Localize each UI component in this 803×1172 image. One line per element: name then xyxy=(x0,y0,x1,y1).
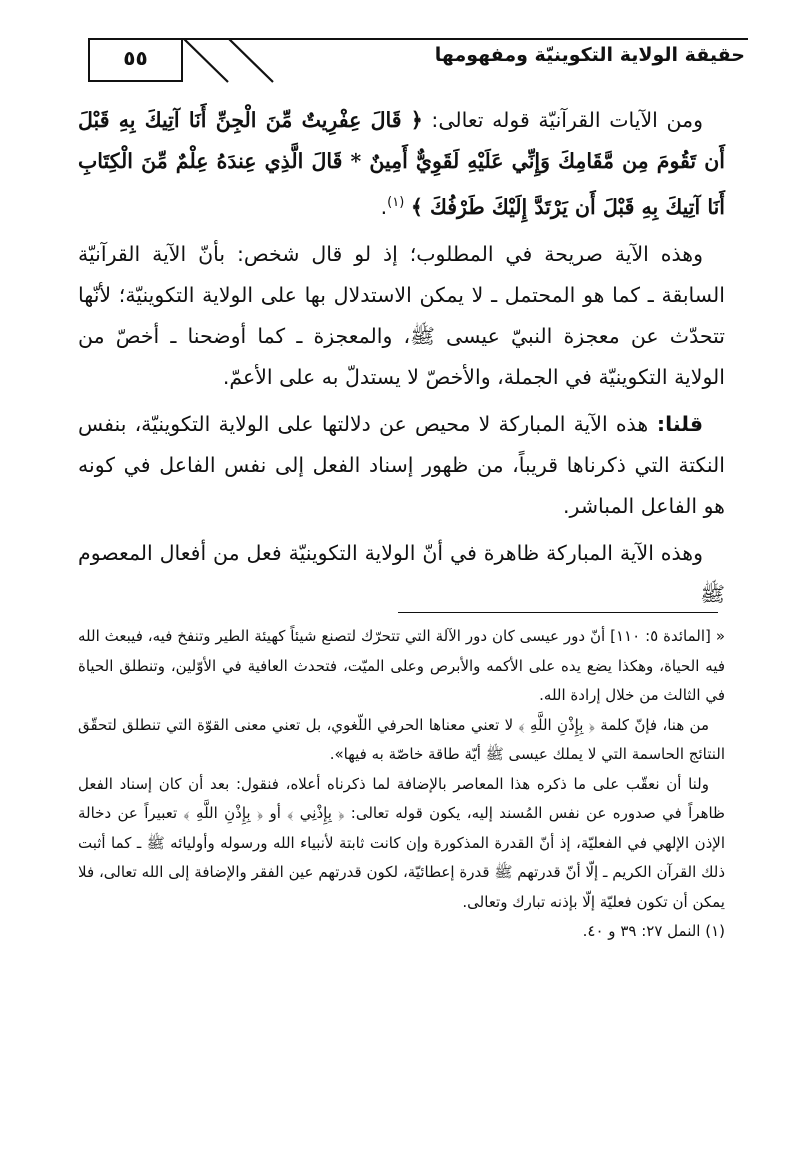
paragraph-4: وهذه الآية المباركة ظاهرة في أنّ الولاية التكوينيّة فعل من أفعال المعصوم ﷺ xyxy=(78,540,725,606)
footnote-divider xyxy=(398,612,718,613)
footnote-1: (١) النمل ٢٧: ٣٩ و ٤٠. xyxy=(582,922,725,940)
paragraph-3-lead: قلنا: xyxy=(648,411,703,436)
page-number-box xyxy=(88,38,183,82)
footnote-quote-1: « [المائدة ٥: ١١٠] أنّ دور عيسى كان دور الآلة التي تتحرّك لتصنع شيئاً كهيئة الطير وتنفخ فيه، فيبعث الله فيه الحياة، وهكذا يضع يده على الأكمه والأبرص وعلى الميّت، فتحدث العافية في الأوّلين، وتنطلق الحياة في الثالث من خلال إرادة الله. xyxy=(78,627,725,704)
paragraph-2: وهذه الآية صريحة في المطلوب؛ إذ لو قال شخص: بأنّ الآية القرآنيّة السابقة ـ كما هو المحتمل ـ لا يمكن الاستدلال بها على الولاية التكوينيّة؛ لأنّها تتحدّث عن معجزة النبيّ عيسى ﷺ، والمعجزة ـ كما أوضحنا ـ أخصّ من الولاية التكوينيّة في الجملة، والأخصّ لا يستدلّ به على الأعمّ. xyxy=(78,241,725,389)
running-header-title: حقيقة الولاية التكوينيّة ومفهومها xyxy=(434,44,745,66)
paragraph-1: ومن الآيات القرآنيّة قوله تعالى: ﴿ قَالَ عِفْرِيتٌ مِّنَ الْجِنِّ أَنَا آتِيكَ بِهِ قَبْلَ أَن تَقُومَ مِن مَّقَامِكَ وَإِنِّي عَلَيْهِ لَقَوِيٌّ أَمِينٌ * قَالَ الَّذِي عِندَهُ عِلْمٌ مِّنَ الْكِتَابِ أَنَا آتِيكَ بِهِ قَبْلَ أَن يَرْتَدَّ إِلَيْكَ طَرْفُكَ ﴾ $^{(١)}$. xyxy=(78,108,725,219)
main-text xyxy=(78,100,725,621)
paragraph-3-text: هذه الآية المباركة لا محيص عن دلالتها على الولاية التكوينيّة، بنفس النكتة التي ذكرناها قريباً، من ظهور إسناد الفعل إلى نفس الفاعل في كونه هو الفاعل المباشر. xyxy=(78,411,725,518)
page-number: ٥٥ xyxy=(123,46,148,70)
footnote-ref-1: (١) xyxy=(387,195,405,210)
paragraph-3 xyxy=(78,404,725,527)
paragraph-1-intro: ومن الآيات القرآنيّة قوله تعالى: xyxy=(422,108,703,132)
quran-verse: ﴿ قَالَ عِفْرِيتٌ مِّنَ الْجِنِّ أَنَا آتِيكَ بِهِ قَبْلَ أَن تَقُومَ مِن مَّقَامِكَ وَإِنِّي عَلَيْهِ لَقَوِيٌّ أَمِينٌ * قَالَ الَّذِي عِندَهُ عِلْمٌ مِّنَ الْكِتَابِ أَنَا آتِيكَ بِهِ قَبْلَ أَن يَرْتَدَّ إِلَيْكَ طَرْفُكَ ﴾ xyxy=(78,108,725,219)
footnotes xyxy=(78,622,725,947)
footnote-commentary: ولنا أن نعقّب على ما ذكره هذا المعاصر بالإضافة لما ذكرناه أعلاه، فنقول: بعد أن كان إسناد الفعل ظاهراً في صدوره عن نفس المُسند إليه، يكون قوله تعالى: ﴿ بِإِذْنِي ﴾ أو ﴿ بِإِذْنِ اللَّهِ ﴾ تعبيراً عن دخالة الإذن الإلهي في الفعليّة، إذ أنّ القدرة المذكورة وإن كانت ثابتة لأنبياء الله ورسوله وأوليائه ﷺ ـ كما أثبت ذلك القرآن الكريم ـ إلّا أنّ قدرتهم ﷺ قدرة إعطائيّة، لكون قدرتهم عين الفقر والإضافة إلى الله تعالى، فلا يمكن أن تكون فعليّة إلّا بإذنه تبارك وتعالى. xyxy=(78,774,725,911)
footnote-quote-2: من هنا، فإنّ كلمة ﴿ بِإِذْنِ اللَّهِ ﴾ لا تعني معناها الحرفي اللّغوي، بل تعني معنى القوّة التي تنطلق لتحقّق النتائج الحاسمة التي لا يملك عيسى ﷺ أيّة طاقة خاصّة به فيها». xyxy=(78,715,725,763)
